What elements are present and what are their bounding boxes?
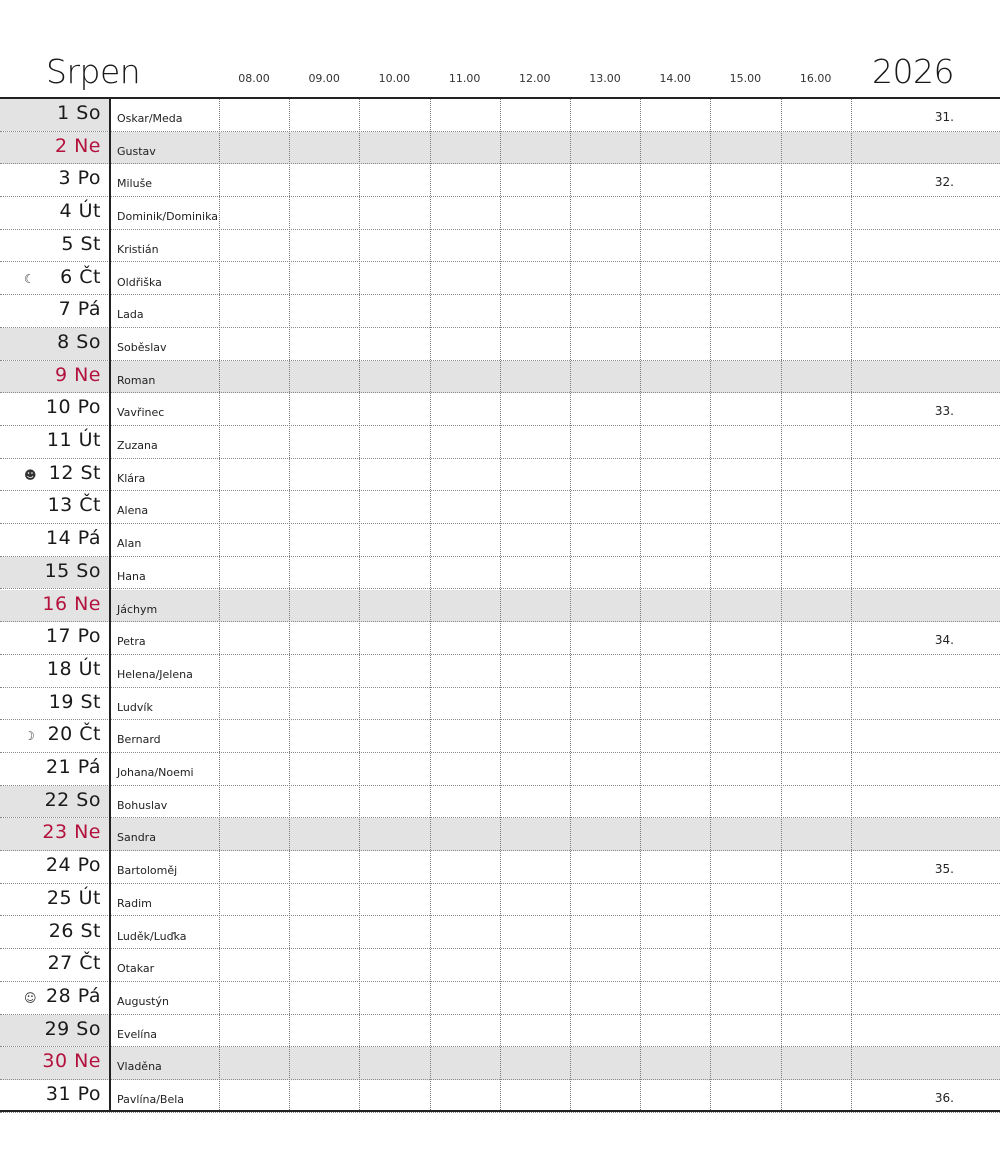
nameday-label: Petra	[117, 635, 146, 649]
day-cell	[0, 655, 109, 687]
nameday-label: Hana	[117, 569, 146, 583]
moon-phase-icon: ☺	[24, 990, 37, 1005]
nameday-label: Vavřinec	[117, 406, 165, 420]
day-cell	[0, 786, 109, 818]
hour-label: 10.00	[378, 72, 411, 85]
day-cell	[0, 982, 109, 1014]
day-number: 19 St	[48, 690, 101, 713]
day-cell	[0, 393, 109, 425]
day-cell	[0, 1015, 109, 1047]
nameday-label: Gustav	[117, 144, 156, 158]
day-number: 6 Čt	[60, 265, 101, 288]
day-cell	[0, 459, 109, 491]
day-number: 4 Út	[59, 200, 101, 223]
day-cell	[0, 230, 109, 262]
nameday-label: Bartoloměj	[117, 864, 178, 878]
day-number: 25 Út	[46, 886, 101, 909]
nameday-label: Evelína	[117, 1027, 158, 1041]
nameday-label: Klára	[117, 471, 146, 485]
day-number: 9 Ne	[54, 363, 101, 386]
day-number: 12 St	[48, 461, 101, 484]
day-number: 24 Po	[45, 854, 101, 877]
day-number: 22 So	[44, 788, 101, 811]
day-number: 10 Po	[45, 396, 101, 419]
week-number: 31.	[934, 110, 954, 124]
day-cell	[0, 1047, 109, 1079]
day-number: 31 Po	[45, 1083, 101, 1105]
day-cell	[0, 884, 109, 916]
day-number: 23 Ne	[42, 821, 101, 844]
day-cell	[0, 328, 109, 360]
day-cell	[0, 99, 109, 131]
day-cell	[0, 753, 109, 785]
nameday-label: Johana/Noemi	[117, 766, 194, 779]
nameday-label: Pavlína/Bela	[117, 1093, 185, 1106]
day-number: 20 Čt	[47, 723, 101, 746]
hour-column-line	[851, 99, 852, 1110]
day-number: 29 So	[44, 1017, 101, 1040]
day-number: 5 St	[61, 232, 101, 255]
nameday-label: Augustýn	[117, 994, 169, 1008]
day-number: 11 Út	[46, 429, 101, 451]
hour-column-line	[570, 99, 571, 1110]
day-cell	[0, 557, 109, 589]
hour-column-line	[289, 99, 290, 1110]
day-number: 3 Po	[58, 167, 101, 190]
nameday-label: Helena/Jelena	[117, 667, 193, 681]
day-number: 18 Út	[46, 657, 101, 680]
hour-column-line	[640, 99, 641, 1110]
day-cell	[0, 361, 109, 393]
hour-column-line	[710, 99, 711, 1110]
nameday-label: Alena	[117, 504, 149, 518]
nameday-label: Vladěna	[117, 1060, 162, 1074]
nameday-label: Ludvík	[117, 700, 153, 714]
moon-phase-icon: ☾	[24, 271, 35, 286]
week-number: 34.	[934, 633, 954, 648]
nameday-label: Jáchym	[117, 602, 158, 616]
day-cell	[0, 720, 109, 752]
day-cell	[0, 524, 109, 556]
nameday-label: Bernard	[117, 733, 161, 747]
day-cell	[0, 491, 109, 523]
day-cell	[0, 917, 109, 949]
moon-phase-icon: ☽	[24, 729, 35, 744]
day-number: 14 Pá	[46, 527, 101, 550]
nameday-label: Sandra	[117, 831, 156, 845]
year-title: 2026	[872, 52, 954, 91]
day-cell	[0, 132, 109, 164]
day-number: 2 Ne	[54, 134, 101, 157]
nameday-label: Radim	[117, 896, 152, 910]
hour-column-line	[359, 99, 360, 1110]
day-number: 1 So	[57, 102, 101, 124]
nameday-label: Luděk/Luďka	[117, 929, 187, 943]
nameday-label: Oldřiška	[117, 275, 162, 289]
month-title: Srpen	[46, 52, 141, 91]
day-number: 27 Čt	[47, 952, 101, 975]
day-cell	[0, 1080, 109, 1112]
day-cell	[0, 851, 109, 883]
nameday-label: Alan	[117, 537, 142, 551]
day-cell	[0, 197, 109, 229]
day-number: 8 So	[57, 330, 101, 353]
week-number: 33.	[934, 404, 954, 419]
day-number: 7 Pá	[58, 298, 101, 321]
nameday-label: Roman	[117, 373, 156, 387]
day-number: 15 So	[44, 559, 101, 582]
hour-label: 16.00	[799, 72, 832, 85]
week-number: 36.	[934, 1091, 954, 1105]
day-cell	[0, 263, 109, 295]
moon-phase-icon: ☻	[24, 467, 37, 482]
bottom-rule	[0, 1110, 1000, 1112]
week-number: 35.	[934, 862, 954, 877]
day-cell	[0, 590, 109, 622]
hour-label: 11.00	[448, 72, 481, 85]
nameday-label: Kristián	[117, 242, 159, 256]
name-divider	[109, 99, 111, 1110]
hour-column-line	[219, 99, 220, 1110]
day-cell	[0, 164, 109, 196]
hour-column-line	[781, 99, 782, 1110]
day-number: 28 Pá	[46, 984, 101, 1007]
hour-label: 08.00	[238, 72, 270, 85]
nameday-label: Zuzana	[117, 439, 158, 452]
nameday-label: Bohuslav	[117, 798, 168, 812]
nameday-label: Oskar/Meda	[117, 112, 183, 125]
nameday-label: Dominik/Dominika	[117, 210, 218, 224]
day-cell	[0, 949, 109, 981]
nameday-label: Miluše	[117, 177, 153, 191]
day-number: 26 St	[48, 919, 101, 942]
nameday-label: Lada	[117, 308, 144, 322]
day-cell	[0, 818, 109, 850]
day-number: 13 Čt	[47, 494, 101, 517]
hour-label: 13.00	[589, 72, 621, 85]
hour-label: 12.00	[519, 72, 551, 85]
nameday-label: Otakar	[117, 962, 155, 976]
day-number: 17 Po	[45, 625, 101, 648]
day-number: 21 Pá	[46, 756, 101, 778]
day-cell	[0, 622, 109, 654]
day-number: 30 Ne	[42, 1050, 101, 1073]
day-cell	[0, 295, 109, 327]
hour-column-line	[430, 99, 431, 1110]
day-cell	[0, 688, 109, 720]
hour-column-line	[500, 99, 501, 1110]
day-number: 16 Ne	[42, 592, 101, 615]
nameday-label: Soběslav	[117, 340, 167, 354]
week-number: 32.	[934, 175, 954, 190]
hour-label: 09.00	[308, 72, 340, 85]
hour-label: 14.00	[659, 72, 691, 85]
day-cell	[0, 426, 109, 458]
hour-label: 15.00	[729, 72, 762, 85]
